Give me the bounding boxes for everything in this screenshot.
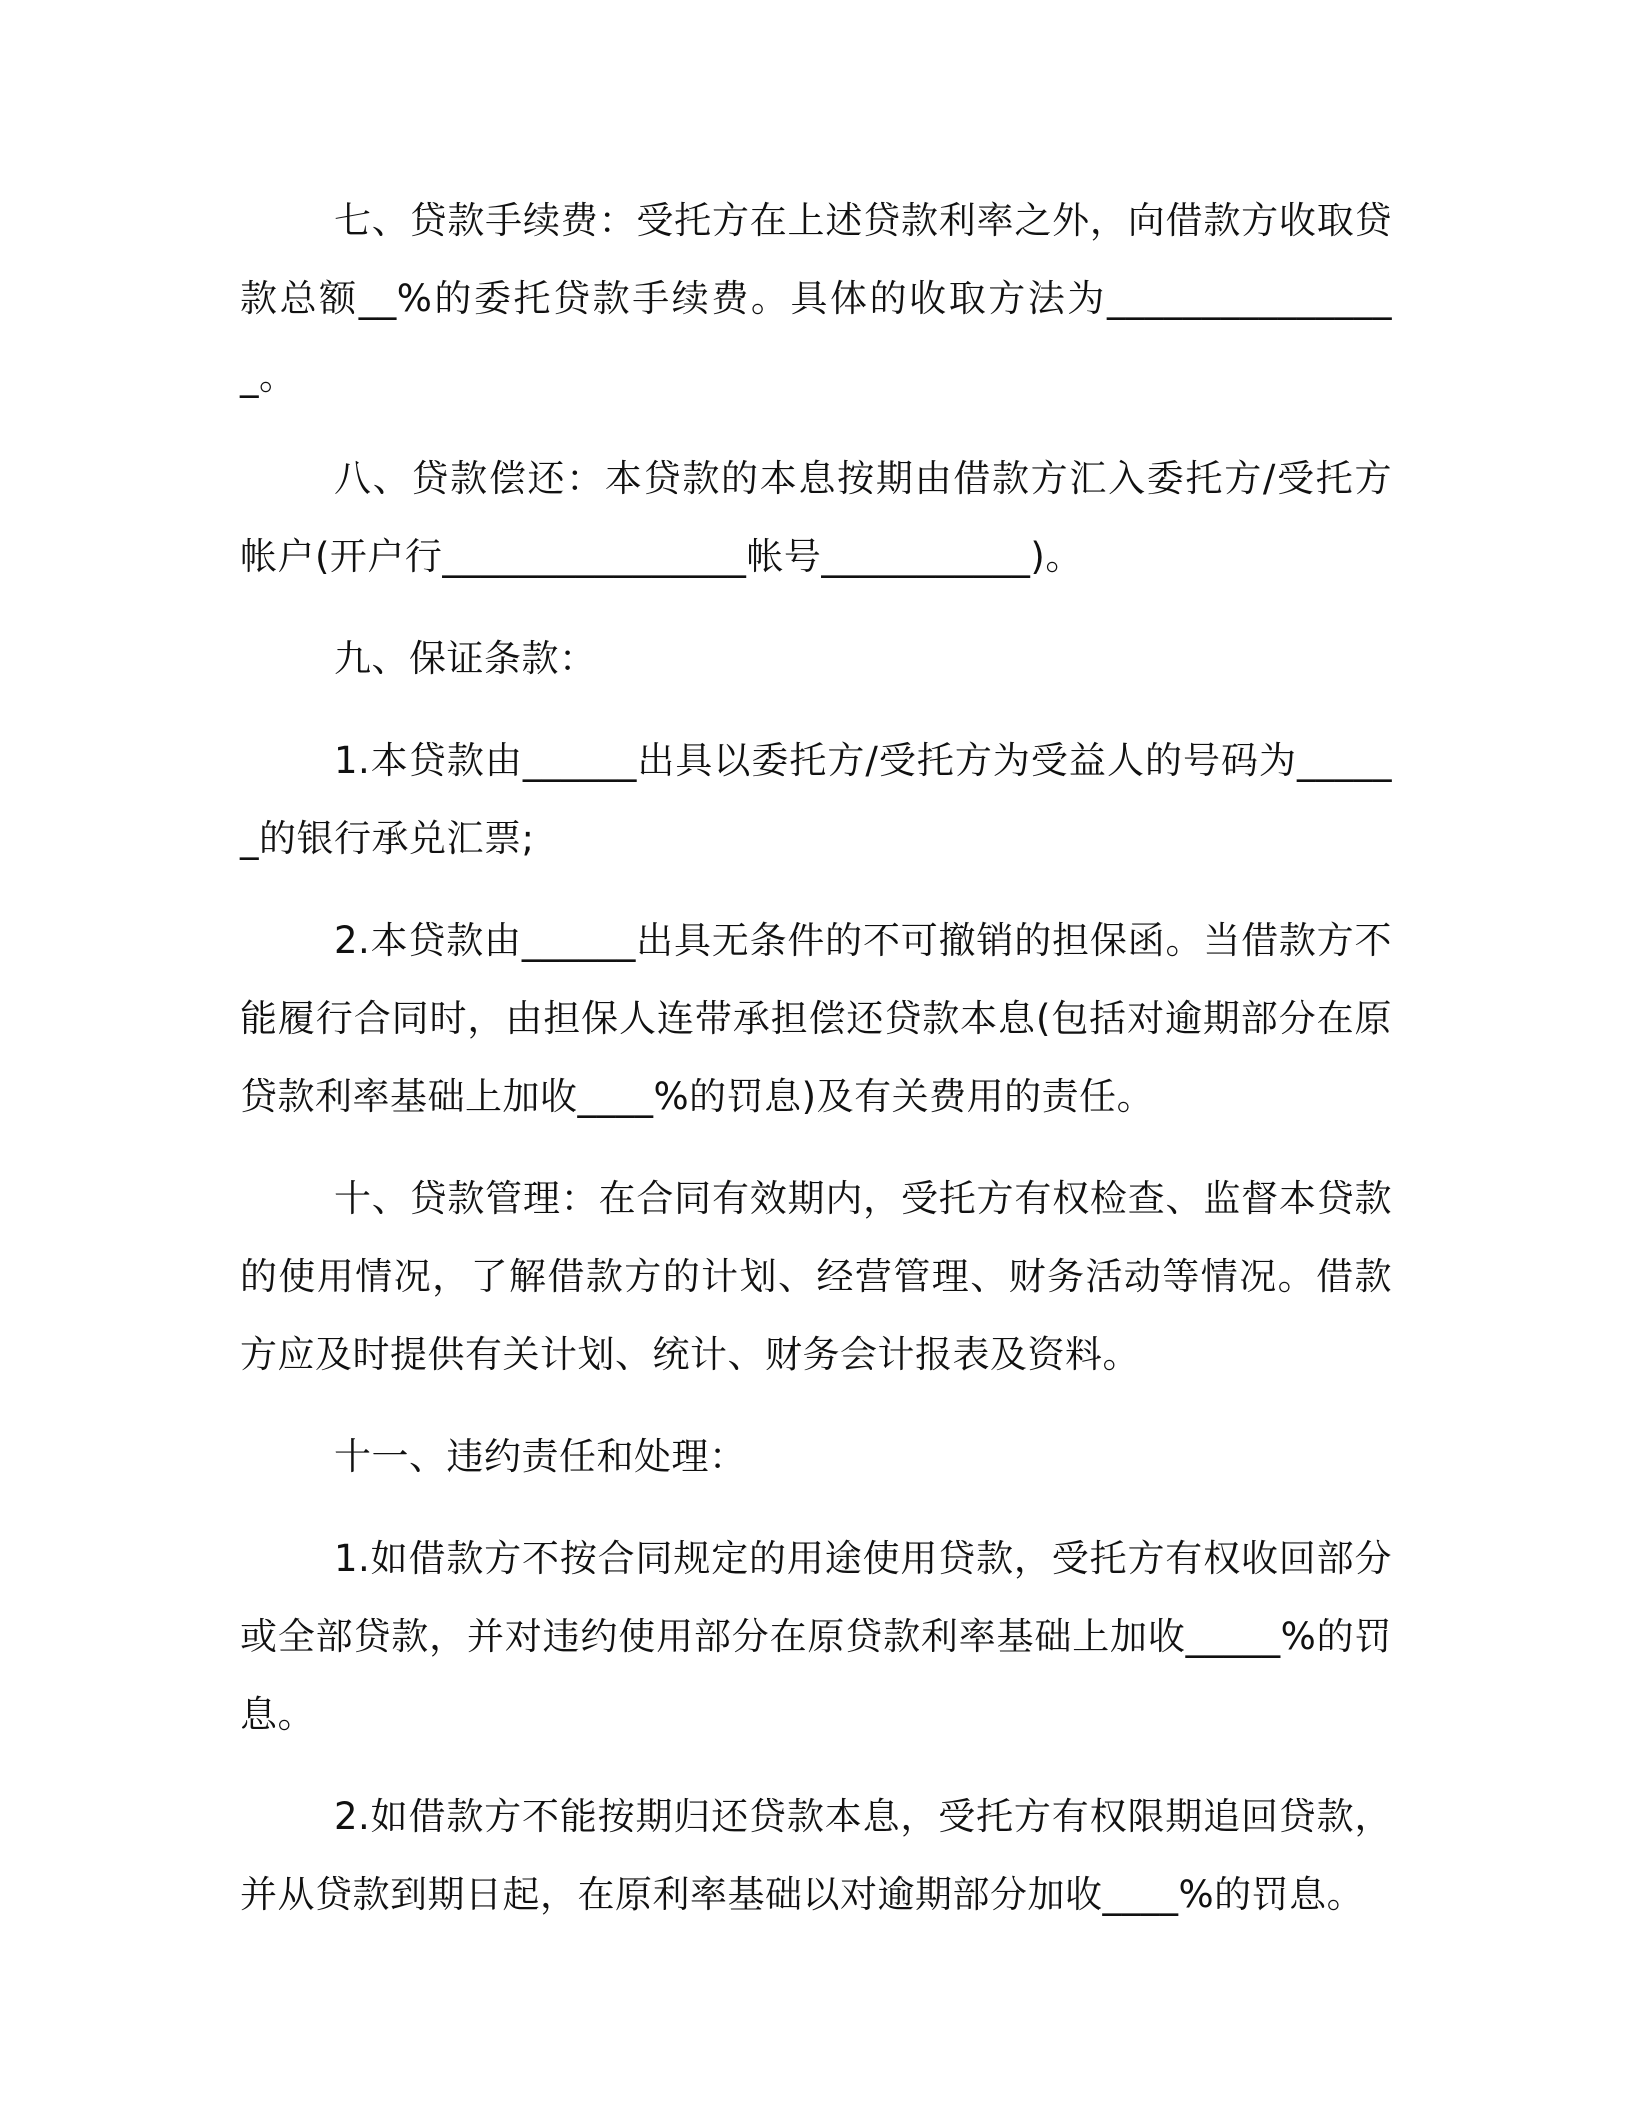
clause-11-item-2: 2.如借款方不能按期归还贷款本息，受托方有权限期追回贷款，并从贷款到期日起，在原利率基础以对逾期部分加收____%的罚息。: [240, 1795, 1392, 1916]
clause-10-loan-management: 十、贷款管理：在合同有效期内，受托方有权检查、监督本贷款的使用情况，了解借款方的计划、经营管理、财务活动等情况。借款方应及时提供有关计划、统计、财务会计报表及资料。: [240, 1177, 1392, 1376]
clause-8-loan-repayment: 八、贷款偿还：本贷款的本息按期由借款方汇入委托方/受托方帐户(开户行________________帐号___________)。: [240, 457, 1392, 578]
document-body: [240, 182, 1392, 1956]
clause-9-item-1: 1.本贷款由______出具以委托方/受托方为受益人的号码为______的银行承兑汇票;: [240, 739, 1392, 860]
clause-11-item-1: 1.如借款方不按合同规定的用途使用贷款，受托方有权收回部分或全部贷款，并对违约使用部分在原贷款利率基础上加收_____%的罚息。: [240, 1537, 1392, 1736]
clause-9-item-2: 2.本贷款由______出具无条件的不可撤销的担保函。当借款方不能履行合同时，由担保人连带承担偿还贷款本息(包括对逾期部分在原贷款利率基础上加收____%的罚息)及有关费用的责任。: [240, 919, 1392, 1118]
clause-11-default-heading: 十一、违约责任和处理：: [334, 1435, 747, 1478]
clause-9-guarantee-heading: 九、保证条款：: [334, 637, 597, 680]
clause-7-loan-fee: 七、贷款手续费：受托方在上述贷款利率之外，向借款方收取贷款总额__%的委托贷款手续费。具体的收取方法为________________。: [240, 199, 1392, 398]
